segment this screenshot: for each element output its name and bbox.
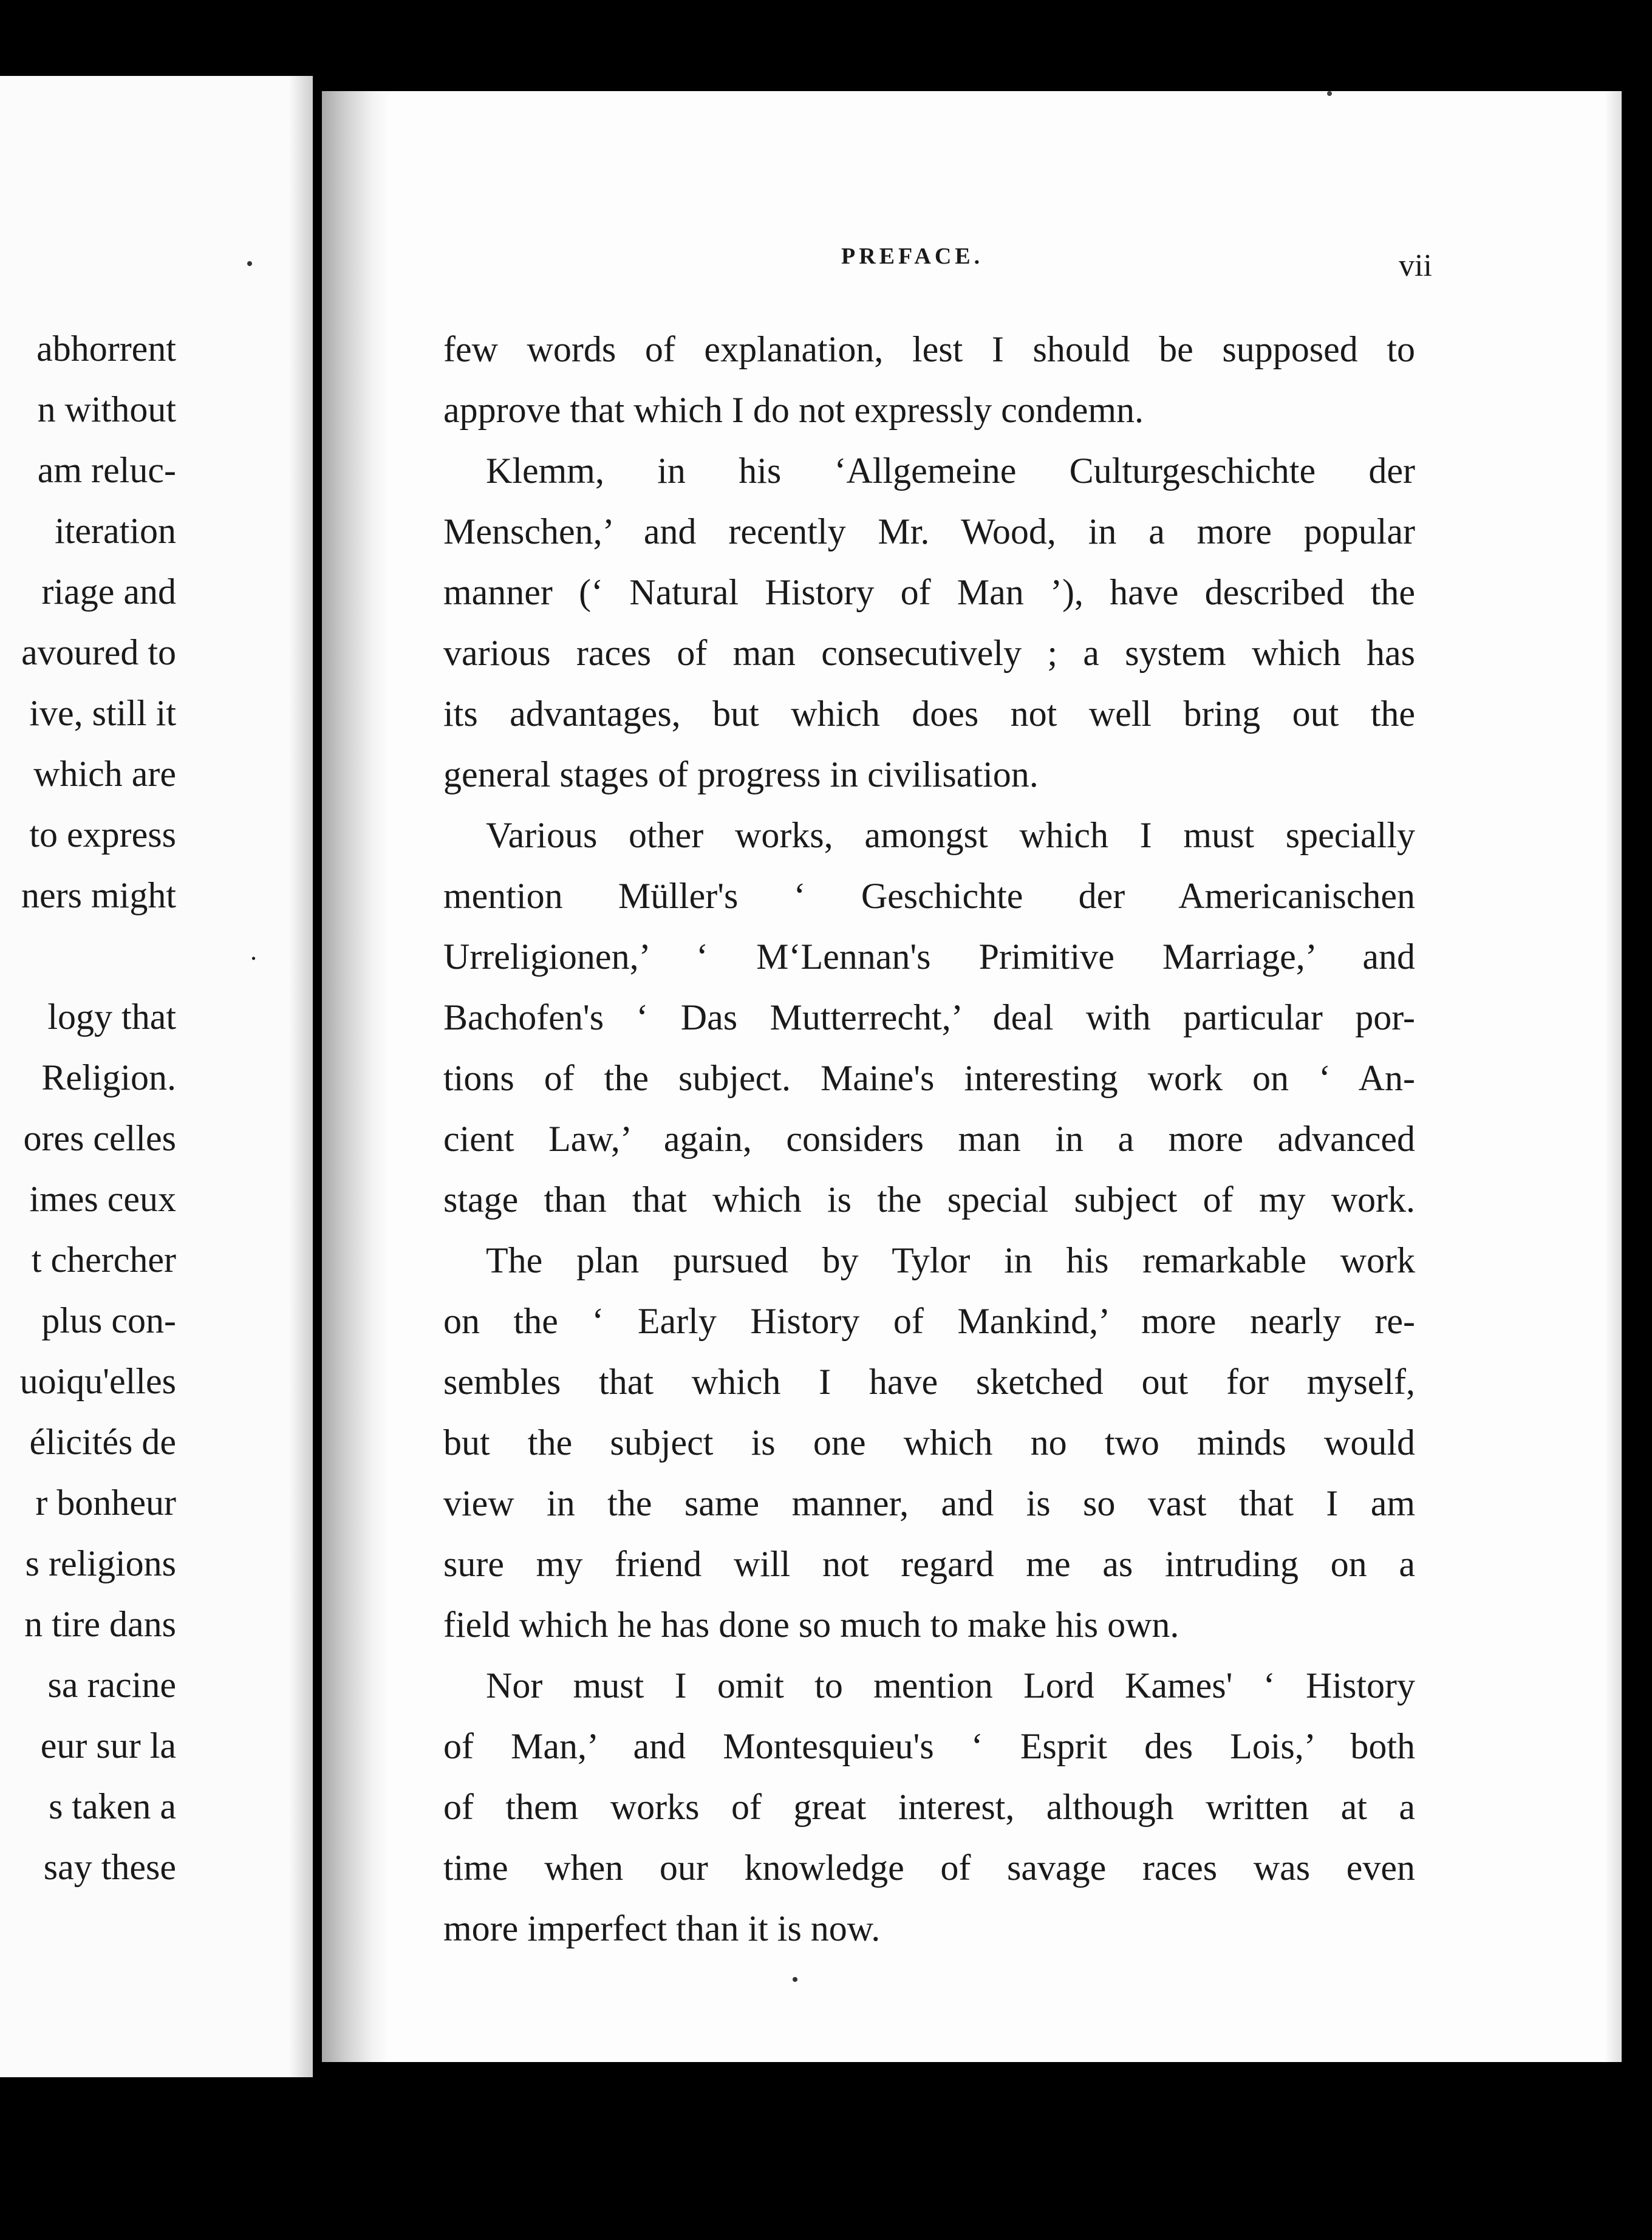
left-page-line: which are bbox=[33, 754, 176, 794]
left-page-line: eur sur la bbox=[40, 1726, 176, 1766]
text-line: The plan pursued by Tylor in his remarkable work bbox=[486, 1240, 1415, 1280]
left-page-line: to express bbox=[29, 814, 176, 855]
left-page-line: logy that bbox=[47, 997, 176, 1037]
left-page-line: Religion. bbox=[41, 1057, 176, 1098]
left-page-line: uoiqu'elles bbox=[19, 1361, 176, 1401]
text-line: but the subject is one which no two minds would bbox=[443, 1422, 1415, 1463]
left-page-line: n tire dans bbox=[24, 1604, 176, 1644]
left-page-line: iteration bbox=[55, 511, 176, 551]
left-page-line: s religions bbox=[25, 1543, 176, 1583]
text-line: mention Müller's ‘ Geschichte der Americanischen bbox=[443, 876, 1415, 916]
text-line: of Man,’ and Montesquieu's ‘ Esprit des Lois,’ both bbox=[443, 1726, 1415, 1766]
left-page-line: n without bbox=[37, 389, 176, 429]
left-page-gutter bbox=[288, 76, 313, 2077]
text-line: Klemm, in his ‘Allgemeine Culturgeschichte der bbox=[486, 451, 1415, 491]
page-speck bbox=[793, 1977, 797, 1982]
running-head: PREFACE. bbox=[841, 244, 984, 269]
text-line: Bachofen's ‘ Das Mutterrecht,’ deal with particular por- bbox=[443, 997, 1415, 1037]
text-line: few words of explanation, lest I should be supposed to bbox=[443, 329, 1415, 369]
text-line: manner (‘ Natural History of Man ’), have described the bbox=[443, 572, 1415, 612]
text-line: field which he has done so much to make his own. bbox=[443, 1605, 1179, 1645]
left-page-line: imes ceux bbox=[29, 1179, 176, 1219]
text-line: general stages of progress in civilisation. bbox=[443, 754, 1039, 794]
left-page-line: t chercher bbox=[31, 1240, 176, 1280]
page-speck bbox=[1327, 91, 1332, 96]
left-page-line: r bonheur bbox=[35, 1483, 176, 1523]
text-line: Urreligionen,’ ‘ M‘Lennan's Primitive Marriage,’ and bbox=[443, 937, 1415, 977]
left-page-line: sa racine bbox=[47, 1665, 176, 1705]
text-line: cient Law,’ again, considers man in a more advanced bbox=[443, 1119, 1415, 1159]
text-line: of them works of great interest, although written at a bbox=[443, 1787, 1415, 1827]
text-line: on the ‘ Early History of Mankind,’ more nearly re- bbox=[443, 1301, 1415, 1341]
text-line: time when our knowledge of savage races was even bbox=[443, 1848, 1415, 1888]
left-page-line: plus con- bbox=[41, 1300, 176, 1340]
page-number: vii bbox=[1399, 248, 1432, 283]
left-page-line: avoured to bbox=[21, 632, 176, 672]
left-page-line: ive, still it bbox=[29, 693, 176, 733]
left-page-line: riage and bbox=[41, 572, 176, 612]
text-line: approve that which I do not expressly condemn. bbox=[443, 390, 1144, 430]
text-line: tions of the subject. Maine's interesting work on ‘ An- bbox=[443, 1058, 1415, 1098]
page-edge bbox=[1605, 91, 1622, 2062]
left-page-line: say these bbox=[43, 1847, 176, 1887]
text-line: Menschen,’ and recently Mr. Wood, in a more popular bbox=[443, 511, 1415, 551]
text-line: view in the same manner, and is so vast that I am bbox=[443, 1483, 1415, 1523]
text-line: sembles that which I have sketched out for myself, bbox=[443, 1362, 1415, 1402]
spine-shadow bbox=[322, 91, 389, 2062]
text-line: Various other works, amongst which I must specially bbox=[486, 815, 1415, 855]
left-page-line: abhorrent bbox=[36, 329, 176, 369]
left-page-mark bbox=[247, 261, 252, 266]
text-line: sure my friend will not regard me as intruding on a bbox=[443, 1544, 1415, 1584]
left-page-line: élicités de bbox=[29, 1422, 176, 1462]
left-page-line: am reluc- bbox=[37, 450, 176, 490]
left-page-line: s taken a bbox=[49, 1786, 176, 1826]
left-page-line: ores celles bbox=[23, 1118, 176, 1158]
text-line: stage than that which is the special subject of my work. bbox=[443, 1180, 1415, 1220]
right-page bbox=[322, 91, 1622, 2062]
left-page-line: ners might bbox=[21, 875, 176, 915]
text-line: Nor must I omit to mention Lord Kames' ‘ History bbox=[486, 1665, 1415, 1706]
text-line: various races of man consecutively ; a system which has bbox=[443, 633, 1415, 673]
text-line: its advantages, but which does not well bring out the bbox=[443, 694, 1415, 734]
text-line: more imperfect than it is now. bbox=[443, 1908, 881, 1948]
left-page bbox=[0, 76, 313, 2077]
left-page-line: . bbox=[250, 936, 257, 966]
